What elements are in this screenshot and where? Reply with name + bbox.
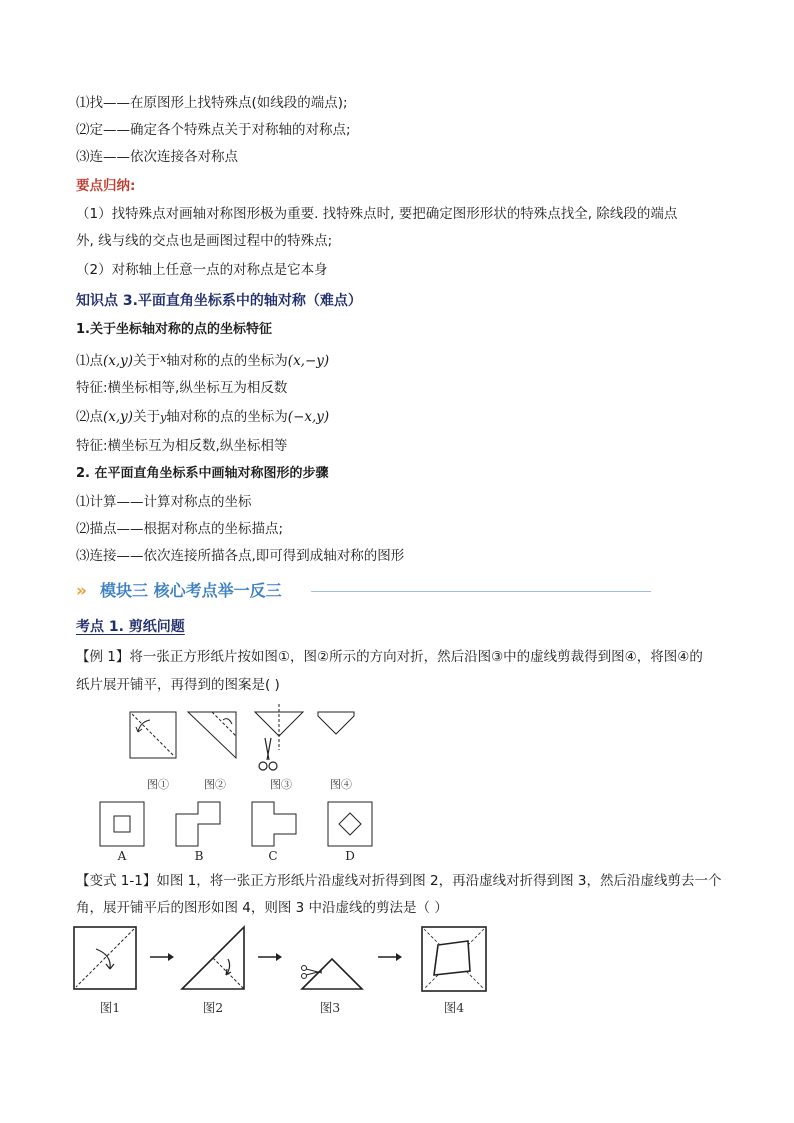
variant-figure-2 xyxy=(182,927,244,989)
subheading-axis-coords: 1.关于坐标轴对称的点的坐标特征 xyxy=(76,322,272,337)
point-xy: (x,y) xyxy=(103,353,134,369)
key-point-1-line2: 外, 线与线的交点也是画图过程中的特殊点; xyxy=(76,233,333,249)
arrow-icon xyxy=(378,953,402,961)
step-find: ⑴找——在原图形上找特殊点(如线段的端点); xyxy=(76,95,348,111)
variant-figure-4 xyxy=(422,927,486,991)
variant-caption-3: 图3 xyxy=(319,1000,341,1015)
rule-about: 关于 xyxy=(133,409,161,425)
option-a-label[interactable]: A xyxy=(117,849,127,863)
y-axis-symmetry-rule xyxy=(76,407,329,428)
caption-fig-3: 图③ xyxy=(270,778,292,791)
drawing-step-connect: ⑶连接——依次连接所描各点,即可得到成轴对称的图形 xyxy=(76,548,405,564)
variant-caption-4: 图4 xyxy=(443,1000,465,1015)
arrow-icon xyxy=(150,953,174,961)
option-b-label[interactable]: B xyxy=(194,849,204,863)
rule-prefix: ⑵点 xyxy=(76,409,103,425)
key-points-title: 要点归纳: xyxy=(76,178,136,194)
arrow-icon xyxy=(258,953,282,961)
scissors-icon xyxy=(302,966,323,979)
option-c-shape xyxy=(252,802,296,846)
exam-point-title: 考点 1. 剪纸问题 xyxy=(76,619,185,635)
point-xy: (x,y) xyxy=(103,409,134,425)
rule-about: 关于 xyxy=(133,353,161,369)
option-b-shape xyxy=(176,802,220,846)
example1-answer-options xyxy=(98,800,378,850)
option-d-shape xyxy=(328,802,372,846)
x-axis-feature: 特征:横坐标相等,纵坐标互为相反数 xyxy=(76,380,288,396)
variant-figures xyxy=(72,925,492,995)
variant-figure-1 xyxy=(74,927,136,989)
rule-mid: 轴对称的点的坐标为 xyxy=(166,409,288,425)
figure-2-triangle xyxy=(188,712,236,758)
caption-fig-1: 图① xyxy=(147,778,169,791)
option-a-shape xyxy=(100,802,144,846)
double-chevron-icon: » xyxy=(76,581,87,601)
module-rule xyxy=(311,591,651,592)
rule-mid: 轴对称的点的坐标为 xyxy=(166,353,288,369)
result-point: (x,−y) xyxy=(287,353,330,369)
y-axis-feature: 特征:横坐标互为相反数,纵坐标相等 xyxy=(76,438,288,454)
drawing-step-compute: ⑴计算——计算对称点的坐标 xyxy=(76,494,252,510)
caption-fig-4: 图④ xyxy=(330,778,352,791)
example1-text-line1: 【例 1】将一张正方形纸片按如图①，图②所示的方向对折，然后沿图③中的虚线剪裁得到图④，将图④的 xyxy=(76,649,703,665)
knowledge-point-3-title: 知识点 3.平面直角坐标系中的轴对称（难点） xyxy=(76,293,362,309)
drawing-step-plot: ⑵描点——根据对称点的坐标描点; xyxy=(76,521,284,537)
option-c-label[interactable]: C xyxy=(268,849,278,863)
module-title: 模块三 核心考点举一反三 xyxy=(100,581,282,600)
scissors-icon xyxy=(256,738,280,774)
variant-text-line1: 【变式 1-1】如图 1，将一张正方形纸片沿虚线对折得到图 2，再沿虚线对折得到图 3，然后沿虚线剪去一个 xyxy=(76,873,722,889)
x-axis-symmetry-rule xyxy=(76,349,329,371)
rule-prefix: ⑴点 xyxy=(76,353,103,369)
step-locate: ⑵定——确定各个特殊点关于对称轴的对称点; xyxy=(76,122,351,138)
subheading-drawing-steps: 2. 在平面直角坐标系中画轴对称图形的步骤 xyxy=(76,466,329,481)
caption-fig-2: 图② xyxy=(204,778,226,791)
module-heading xyxy=(76,580,576,604)
axis-symbol: x xyxy=(160,352,167,365)
axis-symbol: y xyxy=(160,411,167,424)
result-point: (−x,y) xyxy=(287,409,330,425)
example1-fold-figures xyxy=(128,710,378,780)
variant-caption-1: 图1 xyxy=(99,1000,121,1015)
variant-text-line2: 角，展开铺平后的图形如图 4，则图 3 中沿虚线的剪法是（ ） xyxy=(76,900,448,916)
figure-1-square xyxy=(130,712,176,758)
step-connect: ⑶连——依次连接各对称点 xyxy=(76,149,238,165)
example1-text-line2: 纸片展开铺平，再得到的图案是( ) xyxy=(76,677,280,693)
figure-4-pentagon xyxy=(318,712,354,734)
option-d-label[interactable]: D xyxy=(345,849,355,863)
key-point-1-line1: （1）找特殊点对画轴对称图形极为重要. 找特殊点时, 要把确定图形形状的特殊点找全, 除线段的端点 xyxy=(76,206,678,222)
variant-caption-2: 图2 xyxy=(202,1000,224,1015)
key-point-2: （2）对称轴上任意一点的对称点是它本身 xyxy=(76,262,328,278)
